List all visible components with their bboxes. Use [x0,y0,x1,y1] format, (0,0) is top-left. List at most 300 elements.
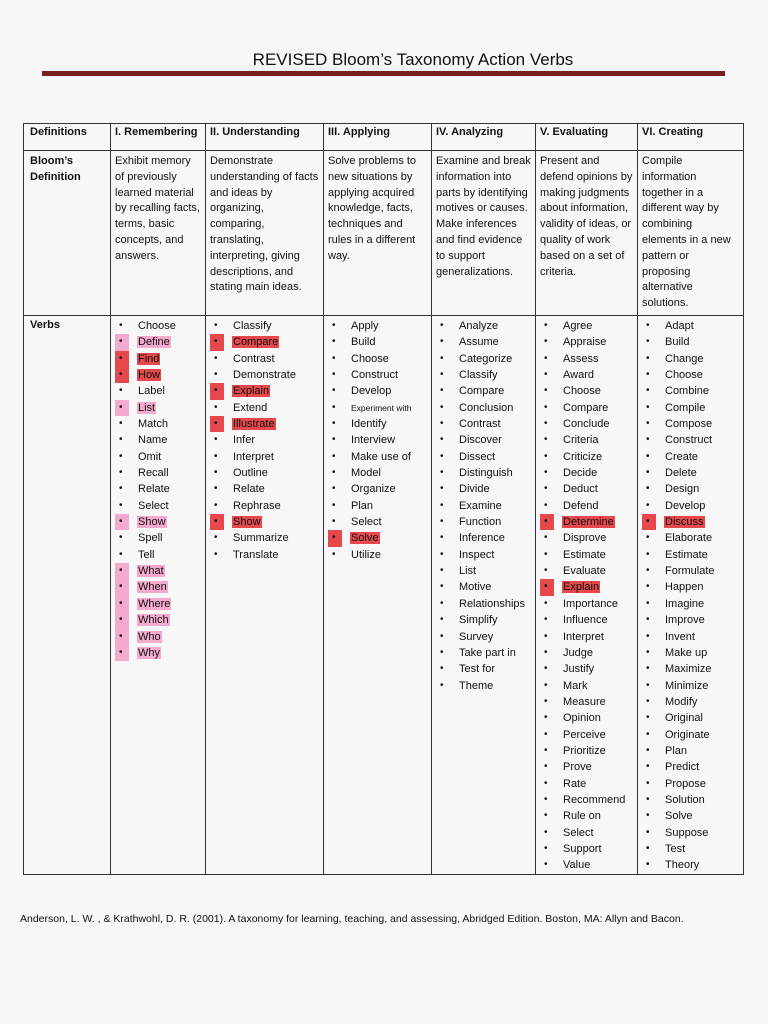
verb-text: Evaluate [563,565,606,578]
verb-item [328,449,427,465]
definition-analyzing: Examine and break information into parts by identifying motives or causes. Make inferences and find evidence to support generalizations. [432,151,536,316]
verb-text: Interview [351,434,396,447]
verb-item [436,547,531,563]
verb-item [540,416,633,432]
verb-text: Distinguish [459,467,513,480]
verb-item [115,351,201,367]
verb-item [436,400,531,416]
verb-text: Experiment with [351,402,412,413]
verb-text: Discover [459,434,502,447]
verb-item [642,661,739,677]
header-understanding: II. Understanding [206,124,324,151]
verb-text: Criteria [563,434,599,447]
verb-item [115,481,201,497]
verb-text: Opinion [563,712,601,725]
verb-text: Why [138,646,160,659]
verb-item [210,400,319,416]
verb-text: Make up [665,646,708,659]
verb-item [540,318,633,334]
verb-text: Minimize [665,679,709,692]
verb-text: Influence [563,614,608,627]
verb-text: Improve [665,614,705,627]
verb-text: Choose [138,319,176,332]
header-applying: III. Applying [324,124,432,151]
definition-evaluating: Present and defend opinions by making judgments about information, validity of ideas, or quality of work based on a set of criteria. [536,151,638,316]
verb-item [210,465,319,481]
verb-text: Simplify [459,614,498,627]
header-evaluating: V. Evaluating [536,124,638,151]
verbs-row [24,315,744,874]
verb-item [642,318,739,334]
verb-item [328,416,427,432]
verb-item [210,351,319,367]
verb-text: Perceive [563,728,606,741]
verb-text: Find [138,352,160,365]
verb-text: Build [351,336,376,349]
verb-text: Suppose [665,826,709,839]
verb-item [540,530,633,546]
verb-item [642,792,739,808]
verb-text: Choose [351,352,389,365]
verb-text: Estimate [665,548,708,561]
verb-text: Name [138,434,168,447]
verb-item [642,432,739,448]
citation: Anderson, L. W. , & Krathwohl, D. R. (2001). A taxonomy for learning, teaching, and assessing, Abridged Edition. Boston, MA: Allyn and Bacon. [20,913,684,925]
verb-item [642,449,739,465]
verb-item [436,481,531,497]
verb-text: Compile [665,401,706,414]
verb-text: Agree [563,319,593,332]
verb-text: Organize [351,483,396,496]
verb-text: Inference [459,532,505,545]
verb-item [642,743,739,759]
verb-item [210,547,319,563]
verb-item [540,808,633,824]
verb-text: Construct [351,369,399,381]
verb-item [436,367,531,383]
verb-item [642,825,739,841]
verb-text: List [459,565,477,578]
verbs-label: Verbs [24,315,111,874]
definition-row [24,151,744,316]
verb-item [642,351,739,367]
verb-item [210,481,319,497]
verb-item [540,727,633,743]
verb-text: Choose [665,369,703,381]
verb-item [642,383,739,399]
verb-item [436,383,531,399]
verb-text: Match [138,418,168,431]
verb-text: Theme [459,679,494,692]
verb-item [540,743,633,759]
verb-text: Solution [665,793,705,806]
verb-item [436,661,531,677]
verb-text: Compare [459,385,505,398]
verb-item [642,334,739,350]
verb-text: Support [563,842,602,855]
verb-text: Award [563,369,594,381]
verb-item [436,334,531,350]
verb-text: Take part in [459,646,516,659]
verb-text: Compare [563,401,609,414]
verb-text: Value [563,859,591,872]
verb-item [540,481,633,497]
verb-text: Judge [563,646,593,659]
taxonomy-table [23,123,744,875]
verb-item [115,416,201,432]
verb-text: Assume [459,336,499,349]
verb-text: Plan [665,744,688,757]
verb-text: Model [351,467,381,480]
verb-text: Happen [665,581,704,594]
verb-item [642,596,739,612]
verb-text: Maximize [665,663,712,676]
verbs-applying [324,315,432,874]
verb-text: Recommend [563,793,626,806]
verb-item [328,383,427,399]
verb-text: Determine [563,516,614,529]
verb-text: Survey [459,630,494,643]
verb-text: Relate [233,483,265,496]
verb-item [642,710,739,726]
verb-item [642,678,739,694]
verb-item [540,351,633,367]
verb-item [642,481,739,497]
verb-item [642,367,739,383]
verbs-creating [638,315,744,874]
verb-list [436,318,531,694]
verb-text: Plan [351,499,374,512]
verb-item [436,432,531,448]
verb-text: Measure [563,695,606,708]
verb-item [115,334,201,350]
verb-item [642,727,739,743]
verb-item [540,645,633,661]
verb-item [210,416,319,432]
verb-item [328,367,427,383]
verb-item [642,530,739,546]
verb-text: Dissect [459,450,496,463]
verb-text: Conclusion [459,401,514,414]
header-remembering: I. Remembering [111,124,206,151]
verb-text: Which [138,614,169,627]
verb-item [328,400,427,416]
verb-text: Summarize [233,532,289,545]
verb-text: Infer [233,434,256,447]
verb-item [115,596,201,612]
verbs-remembering [111,315,206,874]
verb-list [115,318,201,661]
verb-text: Develop [351,385,392,398]
verb-item [642,400,739,416]
verb-text: Solve [665,810,693,823]
verb-text: Examine [459,499,502,512]
header-creating: VI. Creating [638,124,744,151]
verb-text: Delete [665,467,697,480]
verb-text: Create [665,450,699,463]
verb-text: Importance [563,597,619,610]
verb-text: Theory [665,859,700,872]
verb-item [328,547,427,563]
verb-item [540,449,633,465]
verb-text: Conclude [563,418,610,431]
verb-text: Explain [233,385,270,398]
definition-understanding: Demonstrate understanding of facts and ideas by organizing, comparing, translating, interpreting, giving descriptions, and stating main ideas. [206,151,324,316]
verb-item [328,465,427,481]
verb-text: Modify [665,695,698,708]
verb-text: Classify [459,369,498,381]
verb-item [642,416,739,432]
verb-item [540,383,633,399]
verb-item [642,465,739,481]
verb-item [115,465,201,481]
verb-item [540,465,633,481]
verb-text: Outline [233,467,268,480]
verb-item [642,563,739,579]
verb-item [540,367,633,383]
verb-text: Spell [138,532,163,545]
verb-text: Defend [563,499,599,512]
verb-text: Deduct [563,483,598,496]
verb-item [328,432,427,448]
verb-item [540,792,633,808]
verb-item [210,318,319,334]
verb-text: Label [138,385,165,398]
verb-item [436,563,531,579]
verb-item [115,498,201,514]
verb-item [115,629,201,645]
verb-item [436,596,531,612]
verb-text: Apply [351,319,379,332]
verb-list [540,318,633,874]
verb-text: Show [138,516,166,529]
verb-text: Select [138,499,169,512]
verb-item [115,383,201,399]
verb-text: Original [665,712,703,725]
verb-text: Explain [563,581,600,594]
verb-text: Identify [351,418,387,431]
verb-text: Recall [138,467,169,480]
verb-text: Demonstrate [233,369,296,381]
verb-text: Develop [665,499,706,512]
verb-item [642,694,739,710]
verb-text: List [138,401,156,414]
verb-item [540,661,633,677]
verb-item [642,645,739,661]
verb-item [642,579,739,595]
verb-item [540,547,633,563]
verb-list [210,318,319,563]
verb-item [540,629,633,645]
verb-item [328,318,427,334]
verb-text: Analyze [459,319,499,332]
verb-text: Omit [138,450,162,463]
verb-text: Contrast [233,352,275,365]
verb-text: Rephrase [233,499,281,512]
verb-text: Choose [563,385,601,398]
verb-text: Show [233,516,261,529]
verb-text: Rate [563,777,587,790]
verb-text: Relate [138,483,170,496]
verb-item [540,432,633,448]
verb-text: Select [351,516,382,529]
verb-text: Extend [233,401,268,414]
verb-item [642,759,739,775]
verb-item [642,841,739,857]
verb-text: Make use of [351,450,411,463]
verb-text: Estimate [563,548,606,561]
verb-item [210,334,319,350]
verb-item [642,612,739,628]
verb-text: Interpret [233,450,274,463]
definition-label: Bloom’s Definition [24,151,111,316]
verb-text: How [138,369,161,381]
verb-item [540,694,633,710]
verb-text: Mark [563,679,588,692]
verb-item [642,514,739,530]
verb-item [115,612,201,628]
verb-text: Motive [459,581,492,594]
verb-text: Illustrate [233,418,275,431]
verb-text: Prove [563,761,592,774]
verb-item [115,579,201,595]
verb-item [436,629,531,645]
header-analyzing: IV. Analyzing [432,124,536,151]
verb-item [642,498,739,514]
verb-text: Categorize [459,352,513,365]
verb-text: Build [665,336,690,349]
verb-item [328,334,427,350]
verb-text: Discuss [665,516,704,529]
verb-text: Design [665,483,700,496]
verb-item [115,514,201,530]
verb-item [210,530,319,546]
verb-item [115,449,201,465]
verb-text: Tell [138,548,155,561]
verb-item [115,530,201,546]
verb-item [540,825,633,841]
verb-text: Define [138,336,170,349]
verb-text: Test [665,842,686,855]
verb-item [328,530,427,546]
verb-item [436,318,531,334]
verb-item [540,563,633,579]
verb-text: Compose [665,418,713,431]
verb-text: Compare [233,336,279,349]
verb-item [436,351,531,367]
verb-item [115,645,201,661]
verb-text: Contrast [459,418,501,431]
verb-text: Construct [665,434,713,447]
verb-text: Originate [665,728,710,741]
verb-item [436,645,531,661]
verb-item [436,678,531,694]
verb-text: Divide [459,483,490,496]
verb-text: Appraise [563,336,607,349]
verb-item [540,612,633,628]
verb-item [436,514,531,530]
verb-text: Formulate [665,565,715,578]
verb-item [540,579,633,595]
verb-text: Propose [665,777,706,790]
verb-text: Invent [665,630,695,643]
verb-item [115,400,201,416]
verb-item [210,367,319,383]
verb-item [642,776,739,792]
verb-text: Criticize [563,450,603,463]
verb-item [328,481,427,497]
verb-text: Combine [665,385,710,398]
verb-item [115,318,201,334]
verbs-evaluating [536,315,638,874]
page-title: REVISED Bloom’s Taxonomy Action Verbs [252,50,574,69]
verb-item [540,678,633,694]
verb-text: Rule on [563,810,601,823]
verb-text: Classify [233,319,272,332]
verb-item [115,547,201,563]
verbs-analyzing [432,315,536,874]
header-row [24,124,744,151]
verb-text: Inspect [459,548,495,561]
verb-text: Function [459,516,502,529]
verb-text: Adapt [665,319,694,332]
verb-item [436,530,531,546]
verb-item [115,432,201,448]
verb-item [328,498,427,514]
verb-item [436,465,531,481]
verb-item [115,563,201,579]
verb-text: Imagine [665,597,705,610]
verb-item [436,416,531,432]
verb-text: Test for [459,663,496,676]
verb-item [210,449,319,465]
verb-item [540,596,633,612]
verb-item [328,514,427,530]
verb-item [642,808,739,824]
verb-text: Predict [665,761,700,774]
verb-item [436,579,531,595]
verb-text: Relationships [459,597,526,610]
verb-item [540,841,633,857]
verb-text: Justify [563,663,595,676]
verb-item [540,334,633,350]
verb-item [436,612,531,628]
verb-text: Solve [351,532,379,545]
definition-creating: Compile information together in a different way by combining elements in a new pattern or proposing alternative solutions. [638,151,744,316]
verb-list [328,318,427,563]
verb-item [210,498,319,514]
verb-text: When [138,581,167,594]
verb-item [540,776,633,792]
verb-text: Decide [563,467,598,480]
verb-text: Translate [233,548,279,561]
verb-text: Interpret [563,630,604,643]
verb-text: Select [563,826,594,839]
verb-item [328,351,427,367]
verb-text: Utilize [351,548,381,561]
verb-text: Change [665,352,704,365]
verb-item [210,432,319,448]
verb-item [540,759,633,775]
verb-item [642,629,739,645]
verb-text: What [138,565,164,578]
verb-item [540,857,633,873]
verb-text: Disprove [563,532,607,545]
verb-item [642,857,739,873]
verb-item [540,400,633,416]
definition-applying: Solve problems to new situations by applying acquired knowledge, facts, techniques and rules in a different way. [324,151,432,316]
verb-item [540,710,633,726]
